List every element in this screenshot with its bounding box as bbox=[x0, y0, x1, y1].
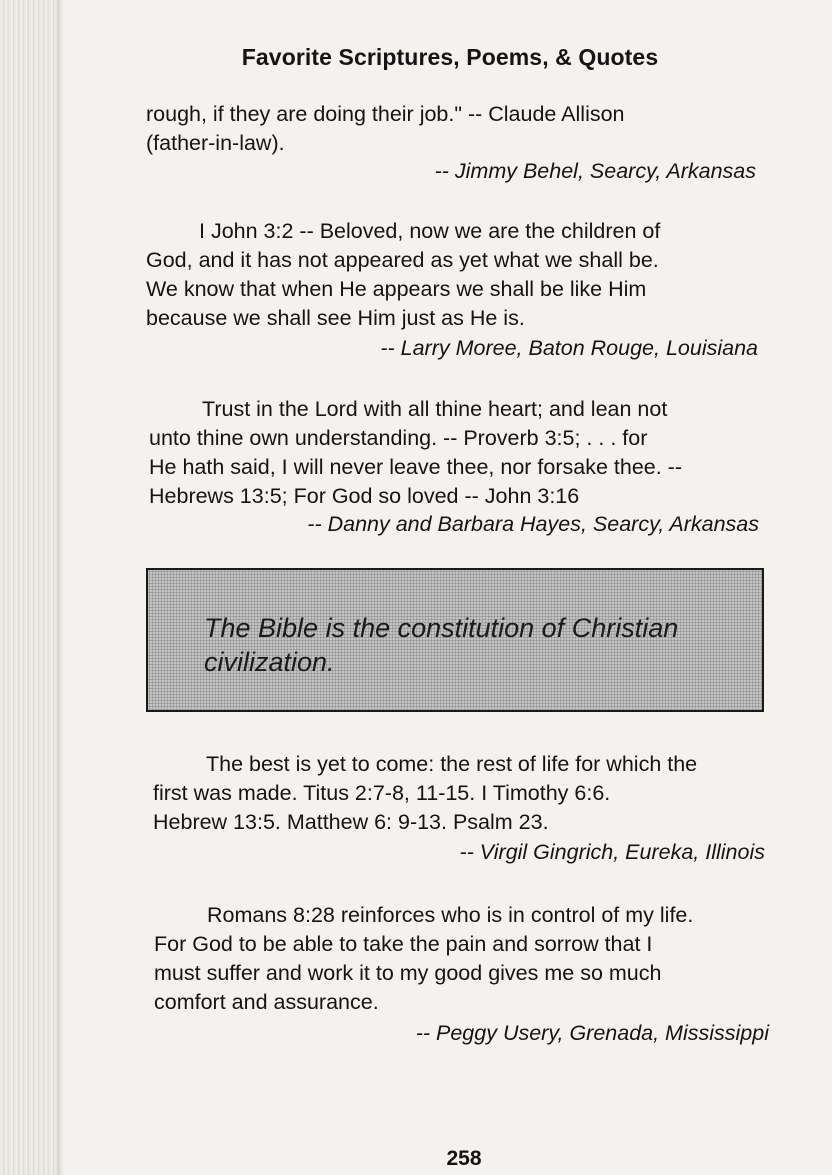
entry-attribution: -- Jimmy Behel, Searcy, Arkansas bbox=[434, 159, 756, 183]
entry-text bbox=[146, 217, 756, 333]
entry-line: Hebrews 13:5; For God so loved -- John 3:16 bbox=[149, 484, 580, 508]
entry-line: (father-in-law). bbox=[146, 131, 285, 155]
page-edge bbox=[0, 0, 62, 1175]
page-number: 258 bbox=[446, 1147, 482, 1170]
entry-line: Romans 8:28 reinforces who is in control of my life. bbox=[207, 903, 694, 927]
entry-line: He hath said, I will never leave thee, nor forsake thee. -- bbox=[149, 455, 682, 479]
entry-text bbox=[149, 395, 757, 511]
entry-line: The best is yet to come: the rest of life for which the bbox=[206, 752, 698, 776]
entry-attribution: -- Larry Moree, Baton Rouge, Louisiana bbox=[380, 336, 758, 360]
entry-line: We know that when He appears we shall be like Him bbox=[146, 277, 647, 301]
entry-line: because we shall see Him just as He is. bbox=[146, 306, 525, 330]
entry-text bbox=[154, 901, 766, 1017]
entry-attribution: -- Danny and Barbara Hayes, Searcy, Arkansas bbox=[307, 512, 759, 536]
entry-line: unto thine own understanding. -- Proverb 3:5; . . . for bbox=[149, 426, 648, 450]
entry-line: For God to be able to take the pain and sorrow that I bbox=[154, 932, 653, 956]
entry-line: Hebrew 13:5. Matthew 6: 9-13. Psalm 23. bbox=[153, 810, 549, 834]
page-header: Favorite Scriptures, Poems, & Quotes bbox=[241, 44, 659, 70]
entry-attribution: -- Peggy Usery, Grenada, Mississippi bbox=[415, 1021, 769, 1045]
quote-line: The Bible is the constitution of Christian bbox=[204, 613, 679, 643]
entry-attribution: -- Virgil Gingrich, Eureka, Illinois bbox=[459, 840, 765, 864]
quote-text bbox=[204, 611, 744, 679]
page-edge-shadow bbox=[56, 0, 66, 1175]
quote-line: civilization. bbox=[204, 647, 335, 677]
entry-line: I John 3:2 -- Beloved, now we are the children of bbox=[199, 219, 661, 243]
entry-text bbox=[146, 100, 754, 158]
entry-line: Trust in the Lord with all thine heart; and lean not bbox=[202, 397, 668, 421]
entry-line: God, and it has not appeared as yet what we shall be. bbox=[146, 248, 659, 272]
entry-line: must suffer and work it to my good gives me so much bbox=[154, 961, 662, 985]
quote-box bbox=[146, 568, 764, 712]
entry-line: comfort and assurance. bbox=[154, 990, 379, 1014]
entry-line: rough, if they are doing their job." -- Claude Allison bbox=[146, 102, 625, 126]
entry-line: first was made. Titus 2:7-8, 11-15. I Timothy 6:6. bbox=[153, 781, 611, 805]
entry-text bbox=[153, 750, 765, 837]
